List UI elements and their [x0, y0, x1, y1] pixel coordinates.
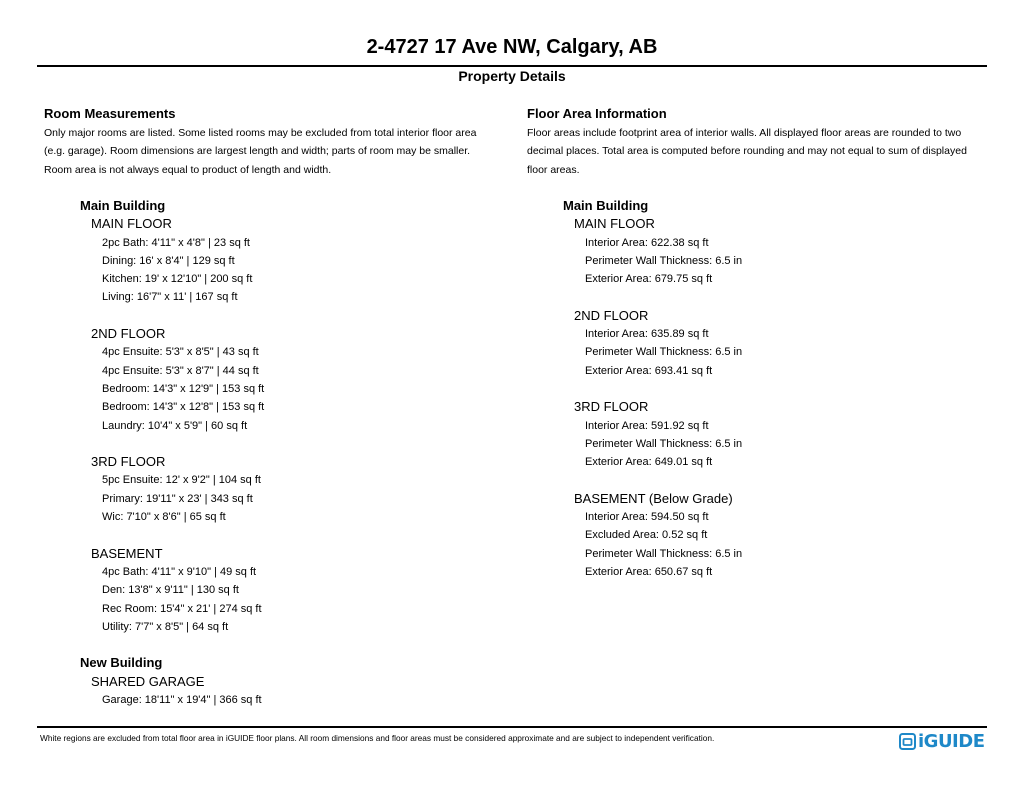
- building-label: Main Building: [563, 198, 649, 213]
- room-item: Bedroom: 14'3" x 12'8" | 153 sq ft: [102, 401, 265, 414]
- room-list: [80, 197, 264, 709]
- room-measurements-intro: [44, 124, 504, 179]
- page-title: 2-4727 17 Ave NW, Calgary, AB: [366, 36, 658, 58]
- room-item: Dining: 16' x 8'4" | 129 sq ft: [102, 254, 235, 267]
- building-label: Main Building: [80, 198, 166, 213]
- room-item: Living: 16'7" x 11' | 167 sq ft: [102, 291, 238, 304]
- room-item: 4pc Ensuite: 5'3" x 8'7" | 44 sq ft: [102, 364, 259, 377]
- floor-label: BASEMENT: [91, 545, 163, 561]
- intro-line: Floor areas include footprint area of interior walls. All displayed floor areas are rounded to two: [527, 127, 962, 139]
- room-item: Garage: 18'11" x 19'4" | 366 sq ft: [102, 694, 262, 707]
- room-item: Bedroom: 14'3" x 12'9" | 153 sq ft: [102, 382, 265, 395]
- floor-label: MAIN FLOOR: [91, 216, 172, 232]
- room-item: Den: 13'8" x 9'11" | 130 sq ft: [102, 584, 239, 597]
- room-item: 4pc Ensuite: 5'3" x 8'5" | 43 sq ft: [102, 346, 259, 359]
- area-item: Perimeter Wall Thickness: 6.5 in: [585, 346, 743, 359]
- logo-text: iGUIDE: [918, 731, 985, 752]
- room-measurements-heading: Room Measurements: [44, 106, 176, 121]
- intro-line: decimal places. Total area is computed before rounding and may not equal to sum of displayed: [527, 145, 967, 158]
- floor-area-list: [563, 197, 742, 581]
- intro-line: Room area is not always equal to product of length and width.: [44, 163, 332, 176]
- room-item: 4pc Bath: 4'11" x 9'10" | 49 sq ft: [102, 565, 257, 578]
- intro-line: Only major rooms are listed. Some listed rooms may be excluded from total interior floor area: [44, 127, 477, 139]
- room-item: 2pc Bath: 4'11" x 4'8" | 23 sq ft: [102, 236, 250, 249]
- room-item: Primary: 19'11" x 23' | 343 sq ft: [102, 492, 253, 505]
- floor-label: 3RD FLOOR: [574, 399, 649, 415]
- area-item: Interior Area: 635.89 sq ft: [585, 328, 709, 341]
- iguide-box-icon: [899, 733, 916, 750]
- area-item: Exterior Area: 693.41 sq ft: [585, 364, 713, 377]
- area-item: Perimeter Wall Thickness: 6.5 in: [585, 254, 743, 267]
- room-item: Utility: 7'7" x 8'5" | 64 sq ft: [102, 620, 229, 633]
- page-subtitle: Property Details: [458, 68, 566, 84]
- floor-area-heading: Floor Area Information: [527, 106, 667, 121]
- area-item: Interior Area: 594.50 sq ft: [585, 511, 709, 524]
- intro-line: (e.g. garage). Room dimensions are largest length and width; parts of room may be smaller.: [44, 145, 471, 158]
- building-label: New Building: [80, 655, 163, 671]
- room-item: Kitchen: 19' x 12'10" | 200 sq ft: [102, 273, 253, 286]
- footer-disclaimer: White regions are excluded from total floor area in iGUIDE floor plans. All room dimensions and floor areas must be considered approximate and are subject to independent verification.: [40, 733, 715, 743]
- area-item: Exterior Area: 650.67 sq ft: [585, 565, 713, 578]
- area-item: Exterior Area: 649.01 sq ft: [585, 456, 713, 469]
- footer-rule: [37, 726, 987, 728]
- floor-label: BASEMENT (Below Grade): [574, 490, 733, 506]
- floor-label: 2ND FLOOR: [91, 326, 166, 342]
- floor-area-intro: [527, 124, 997, 179]
- intro-line: floor areas.: [527, 163, 580, 176]
- room-measurements-section: [44, 106, 504, 707]
- area-item: Perimeter Wall Thickness: 6.5 in: [585, 547, 743, 560]
- area-item: Interior Area: 622.38 sq ft: [585, 236, 709, 249]
- title-rule: [37, 65, 987, 67]
- iguide-logo: [899, 731, 985, 752]
- floor-label: SHARED GARAGE: [91, 673, 205, 689]
- floor-label: MAIN FLOOR: [574, 216, 655, 232]
- floor-label: 3RD FLOOR: [91, 454, 166, 470]
- room-item: Wic: 7'10" x 8'6" | 65 sq ft: [102, 511, 226, 524]
- area-item: Perimeter Wall Thickness: 6.5 in: [585, 437, 743, 450]
- room-item: Laundry: 10'4" x 5'9" | 60 sq ft: [102, 419, 248, 432]
- area-item: Exterior Area: 679.75 sq ft: [585, 273, 713, 286]
- room-item: Rec Room: 15'4" x 21' | 274 sq ft: [102, 602, 262, 615]
- floor-label: 2ND FLOOR: [574, 307, 649, 323]
- floor-area-section: [527, 106, 997, 578]
- area-item: Excluded Area: 0.52 sq ft: [585, 529, 708, 542]
- room-item: 5pc Ensuite: 12' x 9'2" | 104 sq ft: [102, 474, 261, 487]
- area-item: Interior Area: 591.92 sq ft: [585, 419, 709, 432]
